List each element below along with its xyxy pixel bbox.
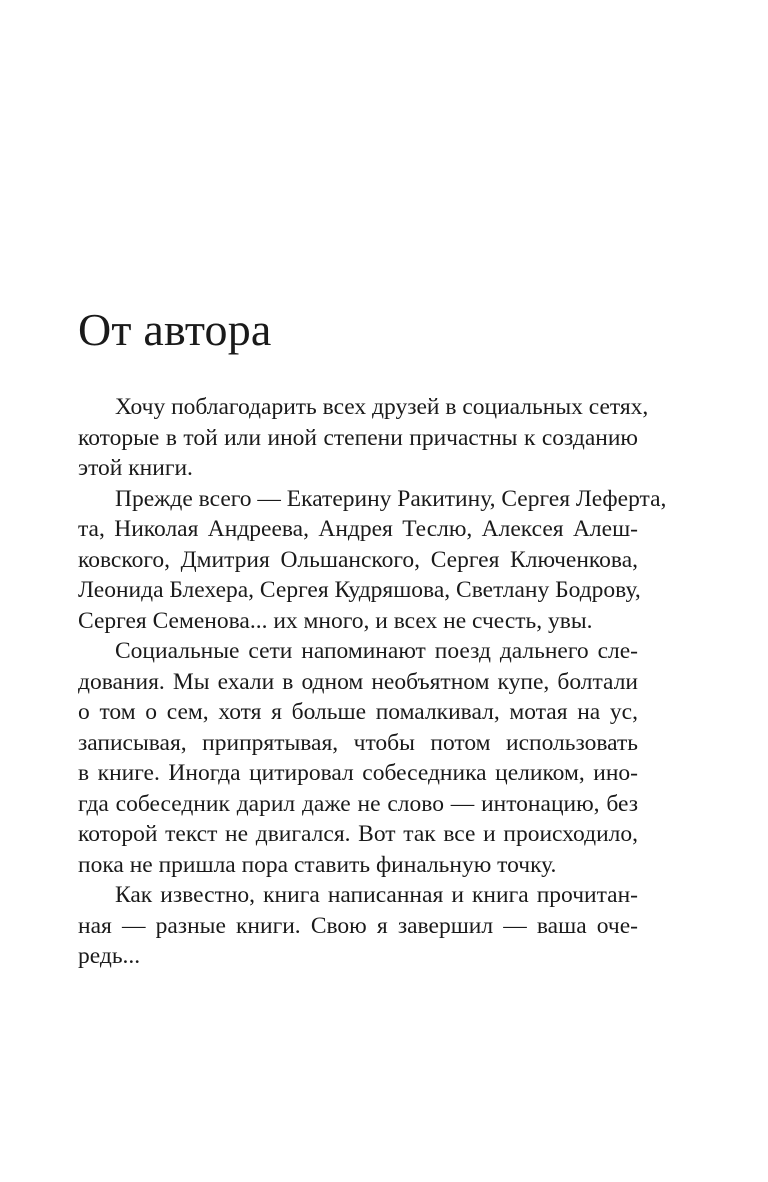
text-line: гда собеседник дарил даже не слово — интонацию, без xyxy=(78,790,638,817)
text-line: Сергея Семенова... их много, и всех не счесть, увы. xyxy=(78,607,593,634)
text-line: редь... xyxy=(78,943,141,969)
text-line: Прежде всего — Екатерину Ракитину, Сергея Леферта, xyxy=(115,485,667,512)
text-line: та, Николая Андреева, Андрея Теслю, Алексея Алеш- xyxy=(78,516,638,542)
chapter-title: От автора xyxy=(78,304,272,355)
text-line: дования. Мы ехали в одном необъятном купе, болтали xyxy=(78,668,638,695)
text-line: Как известно, книга написанная и книга прочитан- xyxy=(115,882,638,908)
paragraph-3 xyxy=(78,636,638,880)
text-line: записывая, припрятывая, чтобы потом использовать xyxy=(78,729,638,756)
text-line: ковского, Дмитрия Ольшанского, Сергея Ключенкова, xyxy=(78,546,638,573)
body-text xyxy=(78,392,667,972)
text-line: которой текст не двигался. Вот так все и происходило, xyxy=(78,821,638,847)
paragraph-2 xyxy=(78,484,667,637)
text-line: которые в той или иной степени причастны к созданию xyxy=(78,424,638,451)
text-line: ная — разные книги. Свою я завершил — ваша оче- xyxy=(78,912,638,939)
text-line: Хочу поблагодарить всех друзей в социальных сетях, xyxy=(115,394,649,420)
text-line: о том о сем, хотя я больше помалкивал, мотая на ус, xyxy=(78,699,638,725)
text-line: Леонида Блехера, Сергея Кудряшова, Светлану Бодрову, xyxy=(78,577,641,603)
paragraph-4 xyxy=(78,880,638,972)
text-line: этой книги. xyxy=(78,455,193,481)
text-line: в книге. Иногда цитировал собеседника целиком, ино- xyxy=(78,760,638,786)
text-line: пока не пришла пора ставить финальную точку. xyxy=(78,851,557,878)
paragraph-1 xyxy=(78,392,649,484)
text-line: Социальные сети напоминают поезд дальнего сле- xyxy=(115,638,638,664)
